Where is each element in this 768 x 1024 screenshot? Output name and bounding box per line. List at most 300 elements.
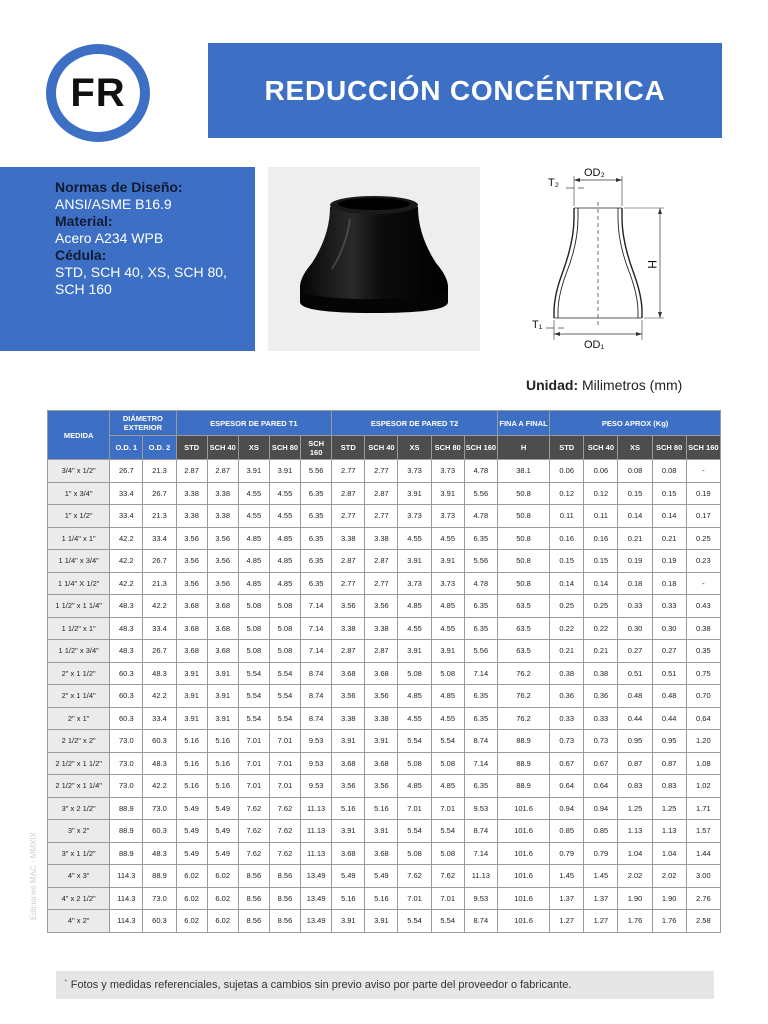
table-cell: 42.2 (143, 775, 176, 798)
table-cell: 26.7 (143, 550, 176, 573)
t1-label: T₁ (532, 319, 543, 331)
table-cell: 0.22 (550, 617, 584, 640)
table-cell: 1.27 (550, 910, 584, 933)
table-cell: 6.02 (176, 865, 207, 888)
table-cell: 5.54 (269, 662, 300, 685)
table-cell: 7.01 (431, 797, 464, 820)
table-cell: 42.2 (143, 685, 176, 708)
table-cell: 4.55 (269, 505, 300, 528)
table-cell: 5.08 (269, 640, 300, 663)
table-cell: 4.85 (238, 550, 269, 573)
table-row (48, 550, 721, 573)
table-cell: 73.0 (110, 730, 143, 753)
table-cell: 0.48 (618, 685, 652, 708)
table-cell: 0.83 (652, 775, 686, 798)
table-cell: 50.8 (497, 550, 549, 573)
table-cell: 7.01 (431, 887, 464, 910)
table-cell: 4.85 (431, 685, 464, 708)
header-fina: FINA A FINAL (497, 411, 549, 436)
header-peso-sch160: SCH 160 (686, 436, 720, 460)
table-cell: 0.51 (618, 662, 652, 685)
table-cell: 6.02 (207, 865, 238, 888)
table-cell: 5.08 (238, 595, 269, 618)
table-cell: 0.51 (652, 662, 686, 685)
table-cell: 0.15 (550, 550, 584, 573)
table-cell: 0.33 (652, 595, 686, 618)
table-cell: 1.04 (618, 842, 652, 865)
table-cell: 50.8 (497, 482, 549, 505)
table-cell: 3.73 (398, 460, 431, 483)
table-cell: 2.02 (652, 865, 686, 888)
table-cell: 5.16 (365, 887, 398, 910)
table-cell: 3.38 (365, 617, 398, 640)
company-logo (46, 44, 150, 142)
table-cell: 7.01 (238, 752, 269, 775)
table-cell: 6.35 (301, 550, 332, 573)
table-cell: 6.35 (464, 775, 497, 798)
table-cell: 1.44 (686, 842, 720, 865)
table-cell: 4.85 (431, 595, 464, 618)
table-cell: 26.7 (143, 640, 176, 663)
table-cell: 50.8 (497, 505, 549, 528)
table-cell: 3.68 (176, 595, 207, 618)
table-cell: 3.68 (365, 752, 398, 775)
cell-medida: 1 1/2" x 3/4" (48, 640, 110, 663)
cell-medida: 1 1/2" x 1 1/4" (48, 595, 110, 618)
cell-medida: 3/4" x 1/2" (48, 460, 110, 483)
table-cell: 8.74 (301, 685, 332, 708)
unit-value: Milimetros (mm) (582, 377, 683, 393)
table-cell: 0.43 (686, 595, 720, 618)
table-cell: - (686, 572, 720, 595)
table-cell: 5.56 (464, 550, 497, 573)
table-cell: 1.04 (652, 842, 686, 865)
table-cell: 5.54 (431, 730, 464, 753)
cell-medida: 2 1/2" x 1 1/4" (48, 775, 110, 798)
table-cell: 42.2 (110, 527, 143, 550)
table-cell: 3.56 (176, 527, 207, 550)
table-cell: 3.91 (365, 910, 398, 933)
table-cell: 42.2 (110, 572, 143, 595)
table-cell: 9.53 (301, 752, 332, 775)
header-medida: MEDIDA (48, 411, 110, 460)
table-cell: 5.54 (269, 707, 300, 730)
header-od2: O.D. 2 (143, 436, 176, 460)
cell-medida: 1 1/4" X 1/2" (48, 572, 110, 595)
table-row (48, 865, 721, 888)
table-cell: 5.49 (176, 797, 207, 820)
cell-medida: 2 1/2" x 2" (48, 730, 110, 753)
table-cell: 114.3 (110, 910, 143, 933)
table-cell: 13.49 (301, 887, 332, 910)
table-cell: 0.94 (550, 797, 584, 820)
table-cell: 5.49 (332, 865, 365, 888)
table-cell: 0.08 (652, 460, 686, 483)
table-cell: 3.91 (176, 662, 207, 685)
table-cell: 101.6 (497, 820, 549, 843)
table-cell: 0.21 (652, 527, 686, 550)
table-cell: 0.35 (686, 640, 720, 663)
table-cell: 3.38 (332, 707, 365, 730)
header-t1-sch160: SCH 160 (301, 436, 332, 460)
table-cell: 5.54 (238, 685, 269, 708)
table-cell: 101.6 (497, 842, 549, 865)
table-cell: 3.91 (207, 662, 238, 685)
table-cell: 1.45 (584, 865, 618, 888)
table-cell: 4.55 (431, 617, 464, 640)
table-cell: 0.14 (550, 572, 584, 595)
table-cell: 1.90 (652, 887, 686, 910)
table-cell: 3.38 (332, 527, 365, 550)
table-cell: 0.16 (550, 527, 584, 550)
table-cell: 0.19 (652, 550, 686, 573)
table-cell: 48.3 (110, 640, 143, 663)
table-cell: 0.23 (686, 550, 720, 573)
table-cell: 0.18 (618, 572, 652, 595)
table-cell: 3.68 (365, 662, 398, 685)
table-cell: 73.0 (143, 887, 176, 910)
table-cell: 2.77 (365, 505, 398, 528)
table-cell: 76.2 (497, 685, 549, 708)
table-cell: 0.25 (550, 595, 584, 618)
table-cell: 6.35 (464, 527, 497, 550)
header-espesor-t1: ESPESOR DE PARED T1 (176, 411, 332, 436)
table-cell: 9.53 (301, 775, 332, 798)
table-cell: 7.14 (301, 595, 332, 618)
table-cell: 0.87 (652, 752, 686, 775)
table-cell: 3.91 (332, 820, 365, 843)
table-cell: 5.08 (431, 662, 464, 685)
table-cell: 8.74 (301, 662, 332, 685)
table-cell: 5.56 (464, 482, 497, 505)
table-cell: 3.68 (365, 842, 398, 865)
table-cell: 5.54 (431, 910, 464, 933)
table-cell: 6.35 (301, 482, 332, 505)
table-cell: 0.33 (618, 595, 652, 618)
product-photo (268, 167, 480, 351)
table-cell: 3.91 (176, 685, 207, 708)
table-cell: 0.19 (618, 550, 652, 573)
table-cell: 5.49 (207, 820, 238, 843)
table-cell: 4.78 (464, 505, 497, 528)
cell-medida: 2" x 1 1/4" (48, 685, 110, 708)
table-cell: 1.76 (618, 910, 652, 933)
logo-inner (56, 54, 140, 132)
table-cell: 6.35 (301, 572, 332, 595)
unit-label: Unidad: (526, 377, 579, 393)
header-peso: PESO APROX (Kg) (550, 411, 721, 436)
table-cell: 3.91 (365, 730, 398, 753)
table-cell: 4.85 (238, 572, 269, 595)
table-cell: 9.53 (301, 730, 332, 753)
table-cell: 7.01 (238, 775, 269, 798)
table-cell: 0.06 (550, 460, 584, 483)
table-cell: 0.21 (550, 640, 584, 663)
table-cell: 8.56 (238, 887, 269, 910)
table-cell: 2.87 (332, 640, 365, 663)
table-cell: - (686, 460, 720, 483)
table-cell: 3.56 (332, 775, 365, 798)
table-cell: 0.15 (652, 482, 686, 505)
table-cell: 60.3 (110, 685, 143, 708)
table-cell: 1.76 (652, 910, 686, 933)
table-cell: 1.13 (618, 820, 652, 843)
table-cell: 7.62 (269, 797, 300, 820)
table-cell: 3.91 (398, 482, 431, 505)
table-cell: 0.70 (686, 685, 720, 708)
table-cell: 4.85 (269, 527, 300, 550)
table-cell: 0.48 (652, 685, 686, 708)
table-cell: 38.1 (497, 460, 549, 483)
table-cell: 9.53 (464, 887, 497, 910)
table-cell: 8.56 (269, 910, 300, 933)
table-cell: 2.87 (365, 640, 398, 663)
table-cell: 7.14 (301, 640, 332, 663)
table-cell: 63.5 (497, 617, 549, 640)
table-cell: 1.37 (584, 887, 618, 910)
table-cell: 5.08 (398, 752, 431, 775)
table-row (48, 662, 721, 685)
table-cell: 73.0 (110, 752, 143, 775)
table-cell: 0.14 (652, 505, 686, 528)
table-cell: 0.83 (618, 775, 652, 798)
table-cell: 2.87 (176, 460, 207, 483)
table-cell: 5.08 (238, 617, 269, 640)
header-t2-sch160: SCH 160 (464, 436, 497, 460)
table-cell: 3.56 (176, 572, 207, 595)
table-cell: 3.56 (207, 572, 238, 595)
table-cell: 33.4 (143, 527, 176, 550)
table-cell: 0.85 (550, 820, 584, 843)
table-cell: 4.55 (431, 527, 464, 550)
table-cell: 50.8 (497, 527, 549, 550)
table-cell: 73.0 (110, 775, 143, 798)
table-cell: 0.27 (618, 640, 652, 663)
disclaimer-footnote: ` Fotos y medidas referenciales, sujetas a cambios sin previo aviso por parte del proveedor o fabricante. (56, 971, 714, 999)
table-cell: 3.91 (332, 910, 365, 933)
table-cell: 0.44 (618, 707, 652, 730)
technical-diagram (518, 162, 688, 354)
header-od1: O.D. 1 (110, 436, 143, 460)
table-cell: 88.9 (110, 820, 143, 843)
table-cell: 8.74 (464, 820, 497, 843)
table-cell: 73.0 (143, 797, 176, 820)
table-cell: 2.77 (332, 572, 365, 595)
table-cell: 7.62 (238, 842, 269, 865)
table-cell: 5.16 (176, 752, 207, 775)
table-row (48, 730, 721, 753)
table-cell: 21.3 (143, 572, 176, 595)
table-cell: 48.3 (143, 662, 176, 685)
table-cell: 1.25 (618, 797, 652, 820)
table-cell: 26.7 (143, 482, 176, 505)
table-cell: 88.9 (110, 797, 143, 820)
table-cell: 8.56 (238, 910, 269, 933)
table-row (48, 797, 721, 820)
table-cell: 1.13 (652, 820, 686, 843)
table-cell: 4.85 (269, 572, 300, 595)
table-cell: 2.77 (332, 460, 365, 483)
header-t1-xs: XS (238, 436, 269, 460)
table-cell: 4.85 (431, 775, 464, 798)
table-cell: 3.91 (207, 685, 238, 708)
table-cell: 13.49 (301, 910, 332, 933)
table-cell: 0.73 (584, 730, 618, 753)
table-cell: 4.85 (398, 595, 431, 618)
header-t2-std: STD (332, 436, 365, 460)
table-cell: 5.16 (332, 887, 365, 910)
table-cell: 3.73 (431, 505, 464, 528)
table-cell: 3.56 (332, 595, 365, 618)
table-cell: 3.68 (332, 662, 365, 685)
od1-label: OD₁ (584, 339, 605, 351)
table-cell: 4.78 (464, 460, 497, 483)
table-row (48, 707, 721, 730)
table-cell: 0.38 (584, 662, 618, 685)
table-cell: 3.56 (176, 550, 207, 573)
table-cell: 0.11 (550, 505, 584, 528)
table-cell: 6.35 (464, 707, 497, 730)
header-peso-sch40: SCH 40 (584, 436, 618, 460)
table-cell: 2.77 (332, 505, 365, 528)
table-cell: 3.38 (176, 505, 207, 528)
table-cell: 7.14 (301, 617, 332, 640)
table-cell: 5.08 (431, 842, 464, 865)
table-cell: 5.54 (398, 820, 431, 843)
table-cell: 3.91 (207, 707, 238, 730)
header-t1-std: STD (176, 436, 207, 460)
table-cell: 3.91 (238, 460, 269, 483)
table-cell: 0.21 (584, 640, 618, 663)
cell-medida: 4" x 2" (48, 910, 110, 933)
table-cell: 11.13 (464, 865, 497, 888)
table-cell: 7.01 (269, 752, 300, 775)
table-cell: 2.02 (618, 865, 652, 888)
table-cell: 0.25 (584, 595, 618, 618)
table-cell: 88.9 (143, 865, 176, 888)
table-cell: 0.12 (584, 482, 618, 505)
table-cell: 5.08 (238, 640, 269, 663)
table-cell: 7.01 (398, 887, 431, 910)
table-cell: 0.64 (584, 775, 618, 798)
table-cell: 0.17 (686, 505, 720, 528)
table-cell: 6.02 (207, 910, 238, 933)
table-cell: 5.49 (207, 797, 238, 820)
table-cell: 5.08 (269, 595, 300, 618)
table-cell: 1.27 (584, 910, 618, 933)
table-cell: 3.68 (207, 595, 238, 618)
table-cell: 3.68 (176, 640, 207, 663)
od2-label: OD₂ (584, 167, 605, 179)
table-row (48, 482, 721, 505)
table-cell: 114.3 (110, 865, 143, 888)
table-cell: 0.21 (618, 527, 652, 550)
header-espesor-t2: ESPESOR DE PARED T2 (332, 411, 498, 436)
cell-medida: 3" x 2 1/2" (48, 797, 110, 820)
table-cell: 0.06 (584, 460, 618, 483)
table-cell: 2.87 (365, 482, 398, 505)
table-cell: 5.16 (332, 797, 365, 820)
h-label: H (645, 260, 659, 269)
table-cell: 8.74 (464, 910, 497, 933)
table-cell: 114.3 (110, 887, 143, 910)
page-title: REDUCCIÓN CONCÉNTRICA (264, 74, 666, 106)
table-cell: 7.62 (269, 842, 300, 865)
table-cell: 13.49 (301, 865, 332, 888)
table-cell: 48.3 (110, 595, 143, 618)
material-label: Material: (55, 213, 113, 229)
table-cell: 7.14 (464, 752, 497, 775)
table-cell: 0.11 (584, 505, 618, 528)
table-cell: 0.79 (550, 842, 584, 865)
table-cell: 4.85 (398, 685, 431, 708)
cell-medida: 3" x 1 1/2" (48, 842, 110, 865)
table-cell: 5.49 (176, 820, 207, 843)
table-cell: 3.38 (365, 527, 398, 550)
table-cell: 3.91 (431, 640, 464, 663)
header-peso-sch80: SCH 80 (652, 436, 686, 460)
table-cell: 0.27 (652, 640, 686, 663)
table-cell: 0.38 (550, 662, 584, 685)
table-cell: 2.77 (365, 572, 398, 595)
table-cell: 1.71 (686, 797, 720, 820)
table-cell: 3.68 (207, 640, 238, 663)
table-cell: 7.14 (464, 662, 497, 685)
table-cell: 3.68 (332, 752, 365, 775)
table-cell: 4.55 (431, 707, 464, 730)
table-cell: 7.62 (269, 820, 300, 843)
table-cell: 3.91 (176, 707, 207, 730)
reducer-photo-illustration (268, 167, 480, 351)
table-cell: 0.95 (618, 730, 652, 753)
normas-label: Normas de Diseño: (55, 179, 183, 195)
table-cell: 1.08 (686, 752, 720, 775)
table-cell: 7.14 (464, 842, 497, 865)
table-cell: 4.85 (269, 550, 300, 573)
table-cell: 2.58 (686, 910, 720, 933)
table-cell: 11.13 (301, 797, 332, 820)
table-cell: 5.16 (176, 730, 207, 753)
table-cell: 6.02 (176, 910, 207, 933)
header-diametro: DIÁMETRO EXTERIOR (110, 411, 176, 436)
table-cell: 60.3 (143, 820, 176, 843)
table-cell: 11.13 (301, 842, 332, 865)
logo-text: FR (70, 70, 126, 115)
table-cell: 7.01 (398, 797, 431, 820)
table-cell: 0.14 (618, 505, 652, 528)
table-cell: 76.2 (497, 662, 549, 685)
table-cell: 2.87 (207, 460, 238, 483)
table-row (48, 842, 721, 865)
table-cell: 5.08 (398, 842, 431, 865)
table-cell: 5.54 (238, 662, 269, 685)
table-row (48, 685, 721, 708)
cell-medida: 1" x 1/2" (48, 505, 110, 528)
table-cell: 1.02 (686, 775, 720, 798)
table-cell: 5.49 (365, 865, 398, 888)
table-cell: 0.18 (652, 572, 686, 595)
table-cell: 4.55 (238, 482, 269, 505)
table-cell: 3.38 (365, 707, 398, 730)
table-cell: 5.54 (431, 820, 464, 843)
table-cell: 4.55 (398, 707, 431, 730)
table-cell: 7.62 (238, 820, 269, 843)
table-cell: 88.9 (110, 842, 143, 865)
table-cell: 1.37 (550, 887, 584, 910)
table-cell: 60.3 (143, 730, 176, 753)
t2-label: T₂ (548, 177, 559, 189)
cell-medida: 3" x 2" (48, 820, 110, 843)
